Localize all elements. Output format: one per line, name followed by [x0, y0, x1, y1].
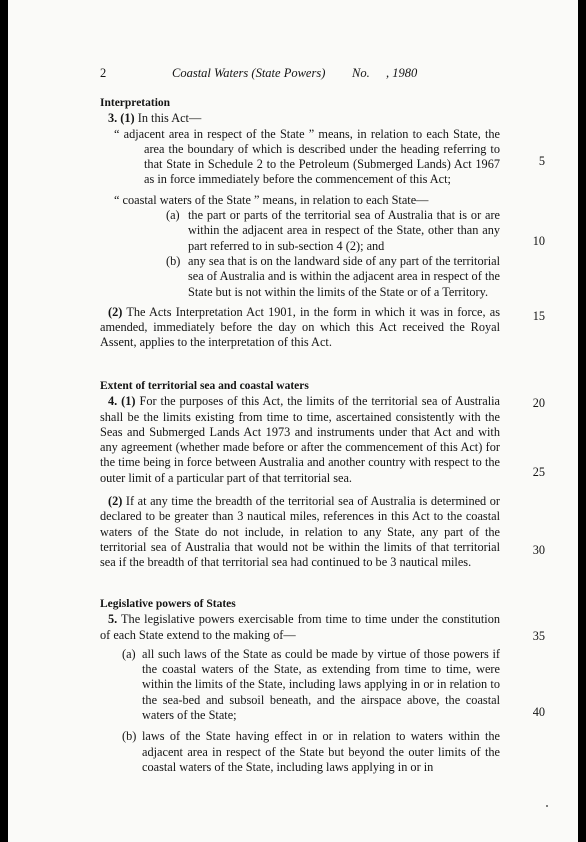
page-number: 2: [100, 66, 107, 80]
margin-line-number: 35: [532, 629, 545, 643]
section-heading: Legislative powers of States: [100, 598, 236, 610]
paragraph-5-a: (a) all such laws of the State as could be made by virtue of those powers if the coastal waters of the State, as extending from time to time, were within the limits of the State, including laws applying in or in relation to the sea-bed and subsoil beneath, and the airspace above, the coastal waters of the State;: [122, 646, 500, 723]
act-number-label: No.: [352, 66, 370, 80]
margin-line-number: 20: [532, 396, 545, 410]
page-header: [100, 66, 500, 83]
definition-item-b: (b) any sea that is on the landward side of any part of the territorial sea of Australia and is within the adjacent area in respect of the State but is not within the limits of the State or of a Territory.: [166, 253, 500, 299]
act-year: , 1980: [386, 66, 418, 80]
definition-coastal-waters: “ coastal waters of the State ” means, in relation to each State— (a) the part or parts of the territorial sea of Australia that is or are within the adjacent area in respect of the State, other than any part referred to in sub-section 4 (2); and (b) any sea that is on the landward side of any part of the territorial sea of Australia and is within the adjacent area in respect of the State but is not within the limits of the State or of a Territory.: [114, 192, 500, 299]
section-3: [100, 96, 500, 351]
margin-line-number: 5: [538, 154, 545, 168]
document-page: [8, 0, 578, 842]
section-5: [100, 597, 500, 775]
section-heading: Interpretation: [100, 97, 171, 109]
subsection-4-2: (2) If at any time the breadth of the territorial sea of Australia is determined or declared to be greater than 3 nautical miles, references in this Act to the coastal waters of the State do not include, in relation to any State, any part of the territorial sea of Australia that would not be within the limits of that territorial sea if the breadth of that territorial sea had continued to be 3 nautical miles.: [100, 494, 501, 570]
margin-line-number: 40: [532, 705, 545, 719]
scan-speck: [546, 805, 548, 807]
definition-item-a: (a) the part or parts of the territorial sea of Australia that is or are within the adjacent area in respect of the State, other than any part referred to in sub-section 4 (2); and: [166, 208, 500, 253]
section-5-intro: 5. The legislative powers exercisable from time to time under the constitution of each State extend to the making of—: [100, 612, 501, 642]
subsection-4-1: 4. (1) For the purposes of this Act, the limits of the territorial sea of Australia shall be the limits existing from time to time, ascertained consistently with the Seas and Submerged Lands Act 1973 and instruments under that Act and with any agreement (whether made before or after the commencement of this Act) for the time being in force between Australia and another country with respect to the outer limit of a particular part of that territorial sea.: [100, 394, 501, 485]
definition-adjacent-area: “ adjacent area in respect of the State ” means, in relation to each State, the area the boundary of which is described under the heading referring to that State in Schedule 2 to the Petroleum (Submerged Lands) Act 1967 as in force immediately before the commencement of this Act;: [114, 126, 500, 187]
margin-line-number: 25: [532, 465, 545, 479]
running-title: Coastal Waters (State Powers): [172, 66, 326, 80]
paragraph-5-b: (b) laws of the State having effect in or in relation to waters within the adjacent area in respect of the State but beyond the outer limits of the coastal waters of the State, including laws applying in or in: [122, 729, 500, 774]
margin-line-number: 10: [532, 234, 545, 248]
section-intro: 3. (1) In this Act—: [108, 111, 202, 126]
subsection-3-2: (2) The Acts Interpretation Act 1901, in the form in which it was in force, as amended, immediately before the day on which this Act received the Royal Assent, applies to the interpretation of this Act.: [100, 304, 500, 350]
section-4: [100, 379, 500, 571]
margin-line-number: 15: [532, 309, 545, 323]
section-heading: Extent of territorial sea and coastal waters: [100, 380, 309, 392]
margin-line-number: 30: [532, 543, 545, 557]
